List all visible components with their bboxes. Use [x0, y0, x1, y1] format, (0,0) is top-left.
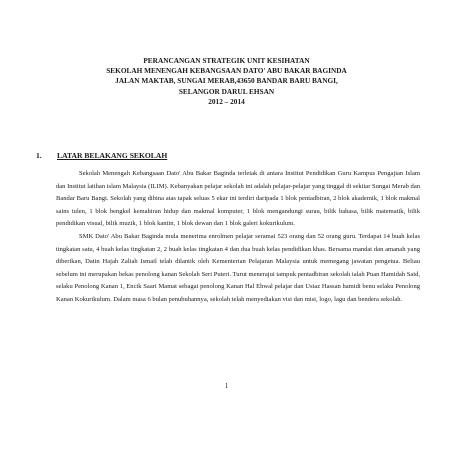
- document-header: [0, 56, 453, 107]
- paragraph-1: Sekolah Menengah Kebangsaan Dato' Abu Bakar Baginda terletak di antara Institut Pendidikan Guru Kampus Pengajian Islam dan Institut latihan islam Malaysia (ILIM). Kebanyakan pelajar sekolah ini adalah pelajar-pelajar yang tinggal di sekitar Sungai Merab dan Bandar Baru Bangi. Sekolah yang dibina atas tapak seluas 5 ekar ini terdiri daripada 1 blok pentadbiran, 2 blok akademik, 1 blok makmal sains tulen, 1 blok bengkel kemahiran hidup dan makmal komputer, 1 blok mengandungi surau, bilik bahasa, bilik matematik, bilik pendidikan visual, bilik muzik, 1 blok kantin, 1 blok dewan dan 1 blok galeri kokurikulum.: [56, 170, 421, 228]
- section-title: LATAR BELAKANG SEKOLAH: [57, 151, 168, 160]
- header-line-years: 2012 – 2014: [208, 96, 245, 106]
- section-number: 1.: [36, 151, 42, 160]
- section-body: [56, 168, 420, 307]
- page-number: 1: [224, 382, 229, 390]
- section-heading: [36, 151, 167, 160]
- header-line-address: JALAN MAKTAB, SUNGAI MERAB,43650 BANDAR BARU BANGI,: [115, 76, 338, 86]
- header-line-state: SELANGOR DARUL EHSAN: [178, 86, 275, 96]
- header-line-school: SEKOLAH MENENGAH KEBANGSAAN DATO' ABU BAKAR BAGINDA: [106, 66, 347, 76]
- paragraph-2: SMK Dato' Abu Bakar Baginda mula menerima enrolmen pelajar seramai 523 orang dan 52 orang guru. Terdapat 14 buah kelas tingkatan satu, 4 buah kelas tingkatan 2, 2 buah kelas tingkatan 4 dan dua buah kelas pendidikan khas. Bersama mandat dan amanah yang diberikan, Datin Hajah Zaliah Ismail telah dilantik oleh Kementerian Pelajaran Malaysia untuk memegang jawatan pengetua. Beliau sebelum ini merupakan bekas penolong kanan Sekolah Seri Puteri. Turut menerajui tampuk pentadbiran sekolah ialah Puan Hamidah Said, selaku Penolong Kanan 1, Encik Saari Mamat sebagai penolong Kanan Hal Ehwal pelajar dan Ustaz Hassan hamidi benu selaku Penolong Kanan Kokurikulum. Dalam masa 6 bulan penubuhannya, sekolah telah menyediakan visi dan misi, logo, lagu dan bendera sekolah.: [56, 232, 420, 303]
- header-line-title: PERANCANGAN STRATEGIK UNIT KESIHATAN: [143, 56, 310, 65]
